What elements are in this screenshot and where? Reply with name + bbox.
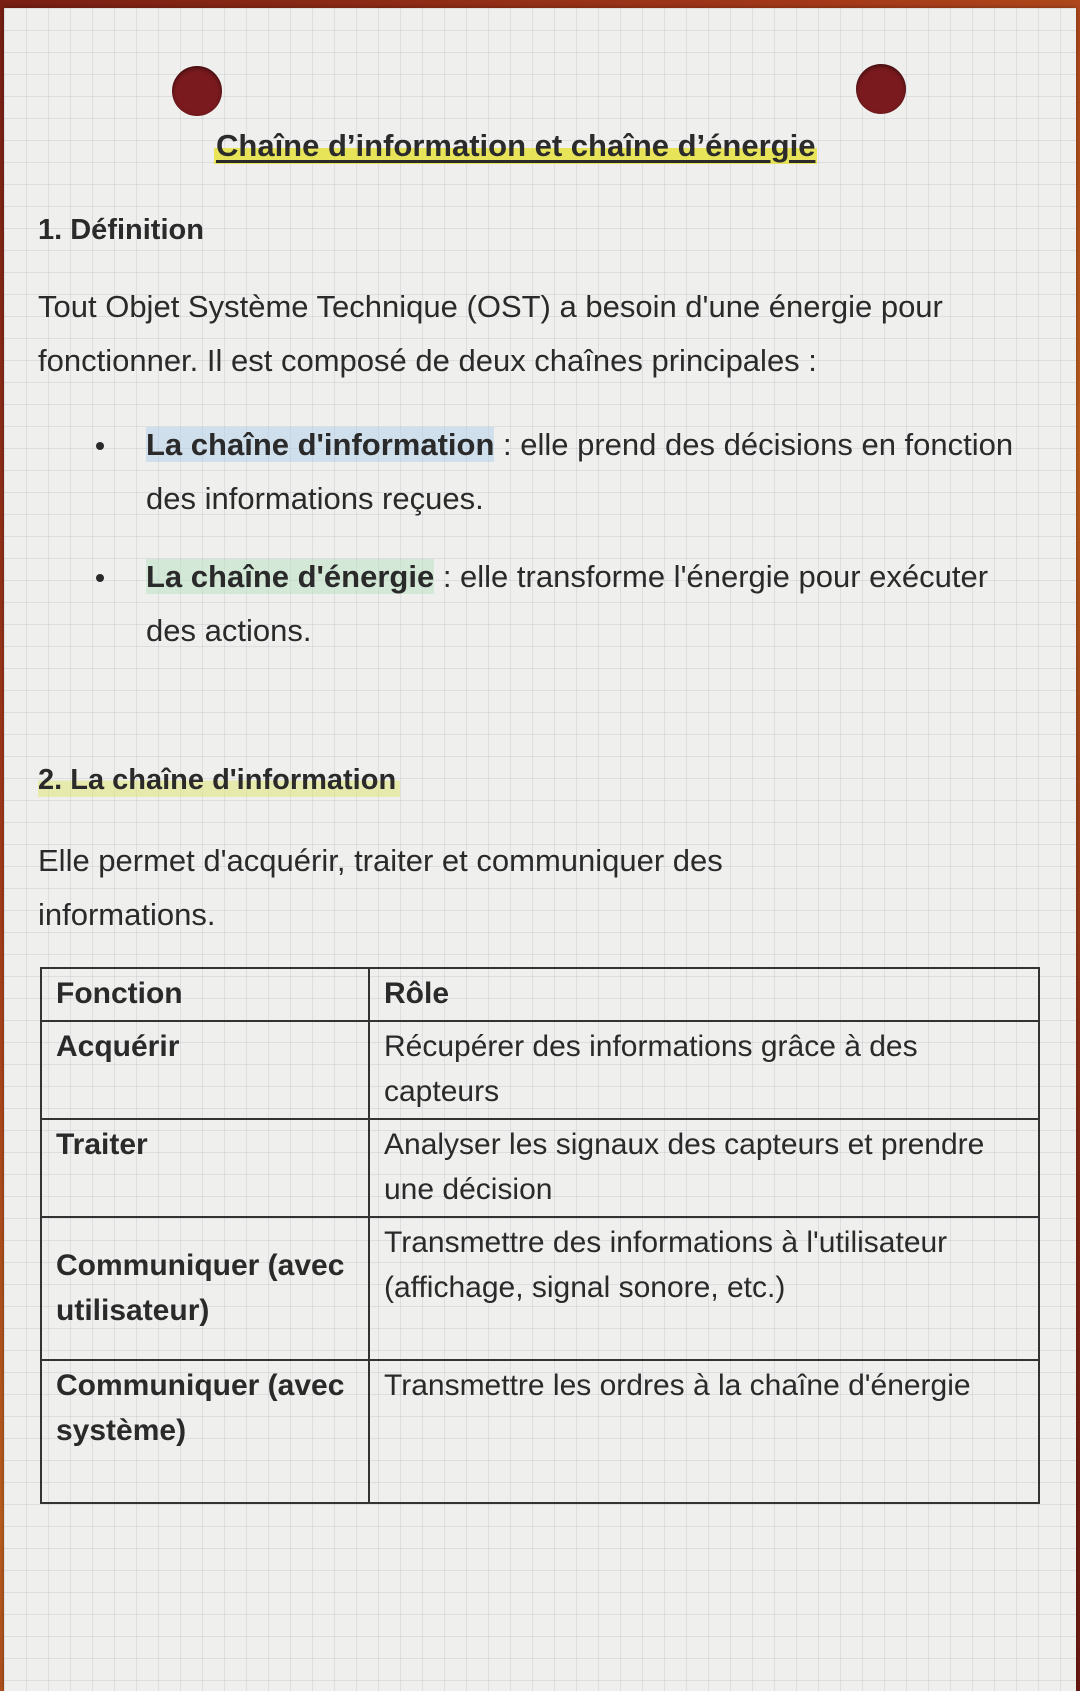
chains-bullet-list bbox=[84, 418, 1024, 682]
section-2-paragraph: Elle permet d'acquérir, traiter et communiquer des informations. bbox=[38, 843, 723, 932]
cell-fonction: Traiter bbox=[41, 1119, 369, 1217]
section-1-heading: 1. Définition bbox=[38, 214, 204, 246]
header-role: Rôle bbox=[369, 968, 1039, 1021]
bullet-text: : elle transforme l'énergie pour exécuter des actions. bbox=[146, 559, 989, 648]
bullet-term: La chaîne d'énergie bbox=[146, 559, 435, 594]
punch-hole-left bbox=[172, 66, 222, 116]
table-row bbox=[41, 1021, 1039, 1119]
header-fonction: Fonction bbox=[41, 968, 369, 1021]
bullet-term: La chaîne d'information bbox=[146, 427, 495, 462]
table-row bbox=[41, 1119, 1039, 1217]
punch-hole-right bbox=[856, 64, 906, 114]
cell-role: Transmettre les ordres à la chaîne d'énergie bbox=[369, 1360, 1039, 1503]
list-item bbox=[84, 418, 1024, 526]
bullet-icon bbox=[96, 442, 104, 450]
bullet-text: : elle prend des décisions en fonction des informations reçues. bbox=[146, 427, 1014, 516]
table-header-row bbox=[41, 968, 1039, 1021]
section-2-heading: 2. La chaîne d'information bbox=[38, 764, 400, 797]
cell-role: Récupérer des informations grâce à des capteurs bbox=[369, 1021, 1039, 1119]
cell-fonction: Communiquer (avec utilisateur) bbox=[41, 1217, 369, 1360]
cell-role: Analyser les signaux des capteurs et prendre une décision bbox=[369, 1119, 1039, 1217]
functions-table bbox=[40, 967, 1040, 1504]
list-item bbox=[84, 550, 1024, 658]
note-card bbox=[4, 8, 1076, 1691]
page-title: Chaîne d’information et chaîne d’énergie bbox=[216, 128, 816, 163]
table-row bbox=[41, 1217, 1039, 1360]
cell-fonction: Acquérir bbox=[41, 1021, 369, 1119]
bullet-icon bbox=[96, 574, 104, 582]
cell-fonction: Communiquer (avec système) bbox=[41, 1360, 369, 1503]
cell-role: Transmettre des informations à l'utilisateur (affichage, signal sonore, etc.) bbox=[369, 1217, 1039, 1360]
table-row bbox=[41, 1360, 1039, 1503]
section-1-paragraph: Tout Objet Système Technique (OST) a besoin d'une énergie pour fonctionner. Il est composé de deux chaînes principales : bbox=[38, 289, 943, 378]
